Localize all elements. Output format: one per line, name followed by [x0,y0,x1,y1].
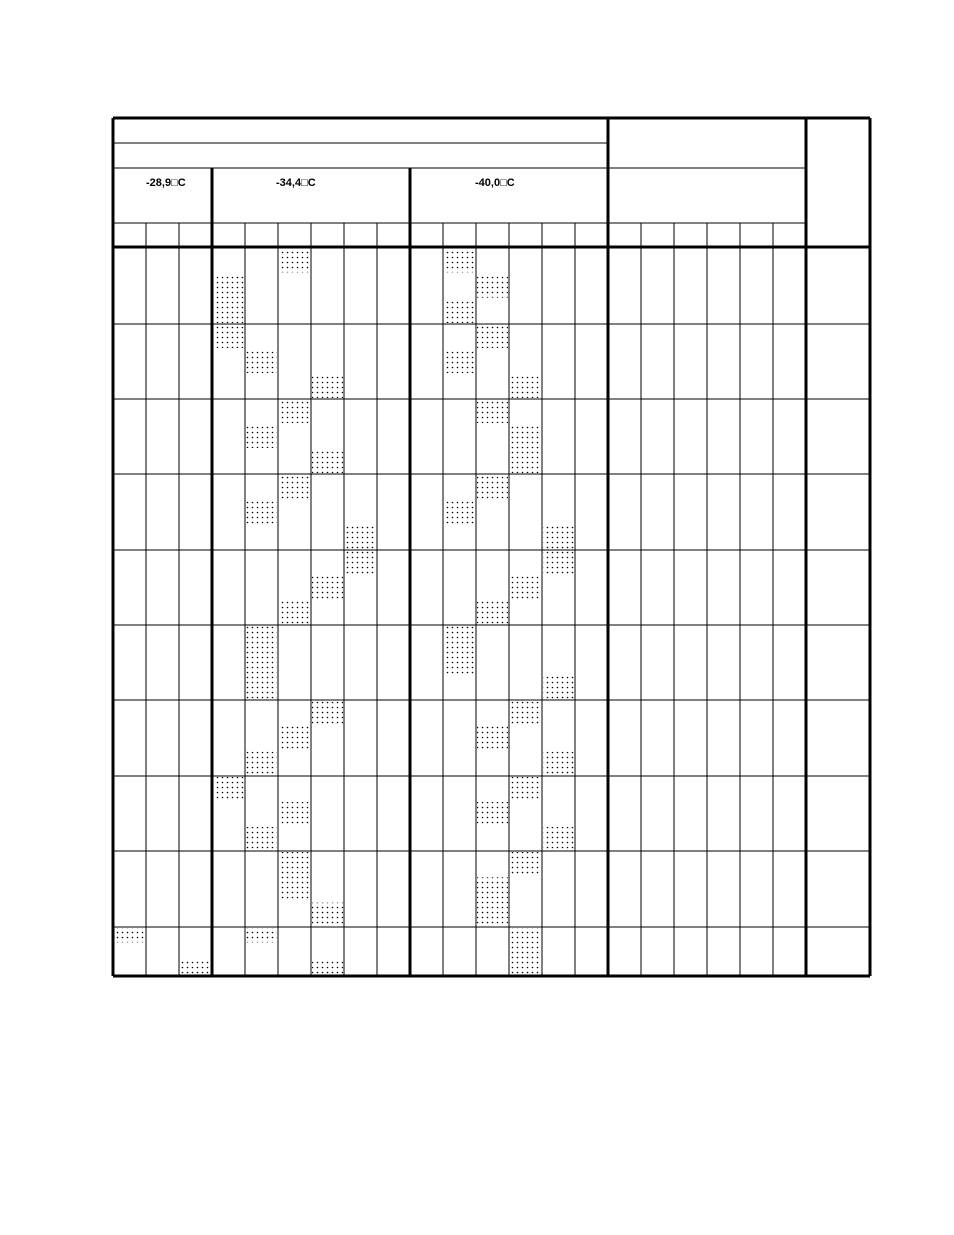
shaded-cell [180,961,211,975]
shaded-cell [246,425,277,448]
shaded-cell [543,676,574,699]
shaded-cell [477,325,508,348]
shaded-cell [345,526,376,549]
shaded-cell [510,928,541,975]
shaded-cell [477,274,508,297]
shaded-cell [279,802,310,825]
shaded-cell [312,961,343,975]
shaded-cell [477,726,508,749]
shaded-cell [279,852,310,901]
shaded-cell [279,601,310,624]
shaded-cell [312,576,343,599]
shaded-cell [345,551,376,574]
shaded-cell [477,475,508,498]
shaded-cell [246,752,277,775]
shaded-cell [312,903,343,926]
shaded-cell [543,827,574,850]
shaded-cell [477,400,508,423]
shaded-cell [510,701,541,724]
shaded-cell [510,852,541,875]
shaded-cell [543,526,574,549]
shaded-cell [444,626,475,674]
shaded-cell [213,274,244,323]
shaded-cell [444,500,475,523]
shaded-cell [477,877,508,926]
shaded-cell [213,777,244,800]
shaded-cell [543,752,574,775]
temp-group-1-label: -28,9□C [146,177,186,189]
shaded-cell [246,626,277,699]
shaded-cell [444,300,475,323]
shaded-cell [510,777,541,800]
shaded-cell [477,802,508,825]
shaded-cell [279,475,310,498]
shaded-cell [477,601,508,624]
shaded-cell [114,928,145,942]
shaded-cell [312,450,343,473]
shaded-cell [246,928,277,942]
shaded-cell [312,701,343,724]
shaded-cell [444,249,475,272]
temp-group-2-label: -34,4□C [276,177,316,189]
shaded-cell [510,425,541,473]
grid-lines [113,118,870,976]
shaded-cell [246,500,277,523]
shaded-cell [279,400,310,423]
shaded-cell [279,726,310,749]
shaded-cell [246,827,277,850]
shaded-cell [279,249,310,272]
shaded-cell [510,576,541,599]
shaded-cell [246,350,277,373]
shaded-cell [543,551,574,574]
shaded-cell [213,325,244,348]
shaded-cell [312,375,343,398]
shaded-cell [510,375,541,398]
shaded-cell [444,350,475,373]
temp-group-3-label: -40,0□C [475,177,515,189]
